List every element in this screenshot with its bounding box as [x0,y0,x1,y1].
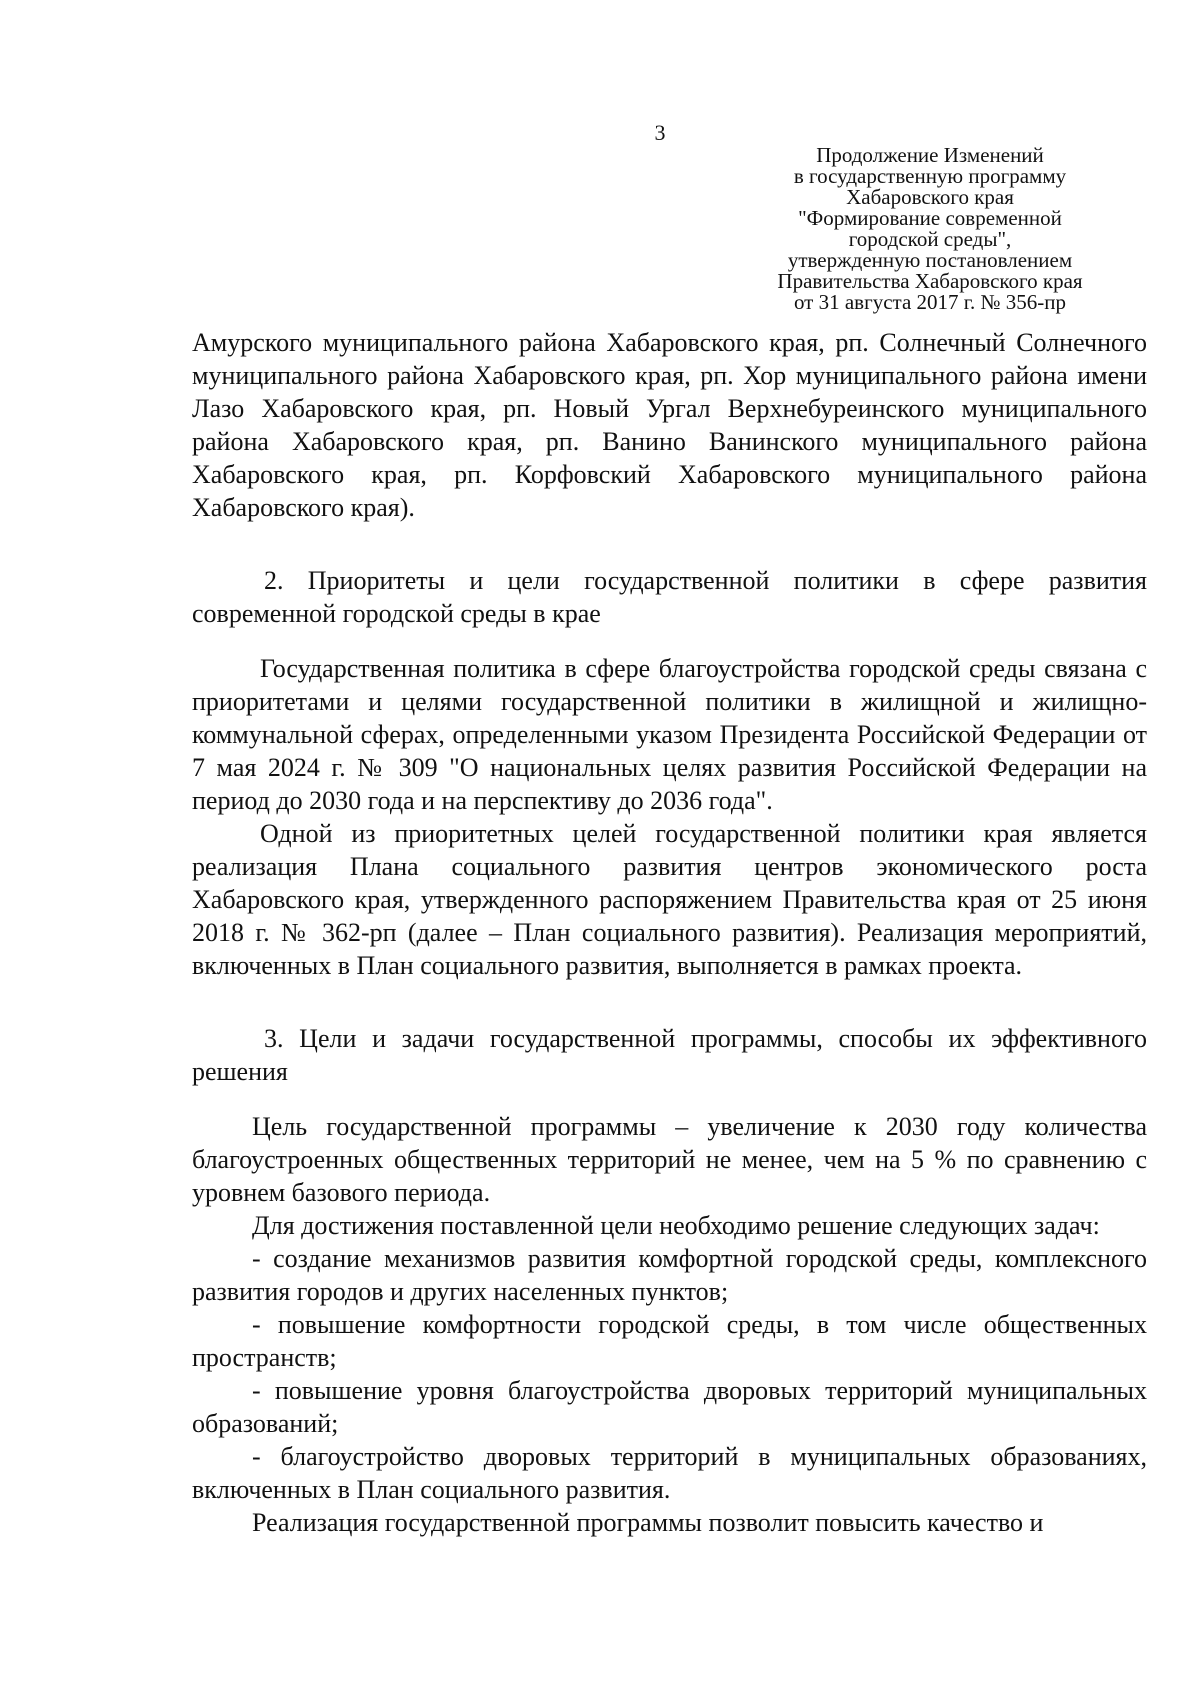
intro-paragraph: Амурского муниципального района Хабаровского края, рп. Солнечный Солнечного муниципального района Хабаровского края, рп. Хор муниципального района имени Лазо Хабаровского края, рп. Новый Ургал Верхнебуреинского муниципального района Хабаровского края, рп. Ванино Ванинского муниципального района Хабаровского края, рп. Корфовский Хабаровского муниципального района Хабаровского края). [192,328,1147,522]
task-item: - повышение уровня благоустройства дворовых территорий муниципальных образований; [192,1376,1147,1438]
header-line: в государственную программу [793,164,1067,188]
header-line: от 31 августа 2017 г. № 356-пр [793,290,1067,314]
task-item: - повышение комфортности городской среды, в том числе общественных пространств; [192,1310,1147,1372]
section-3-paragraph-2: Для достижения поставленной цели необходимо решение следующих задач: [252,1211,1100,1240]
document-body [192,326,1147,1539]
section-3-heading: 3. Цели и задачи государственной программы, способы их эффективного решения [192,1024,1147,1086]
section-2-paragraph-1: Государственная политика в сфере благоустройства городской среды связана с приоритетами и целями государственной политики в жилищной и жилищно-коммунальной сферах, определенными указом Президента Российской Федерации от 7 мая 2024 г. № 309 "О национальных целях развития Российской Федерации на период до 2030 года и на перспективу до 2036 года". [192,654,1147,815]
section-3-paragraph-3: Реализация государственной программы позволит повысить качество и [252,1508,1044,1537]
section-2-paragraph-2: Одной из приоритетных целей государственной политики края является реализация Плана социального развития центров экономического роста Хабаровского края, утвержденного распоряжением Правительства края от 25 июня 2018 г. № 362-рп (далее – План социального развития). Реализация мероприятий, включенных в План социального развития, выполняется в рамках проекта. [192,819,1147,980]
task-item: - благоустройство дворовых территорий в муниципальных образованиях, включенных в План социального развития. [192,1442,1147,1504]
header-line: Продолжение Изменений [816,143,1044,167]
header-block [760,145,1100,313]
section-3-paragraph-1: Цель государственной программы – увеличение к 2030 году количества благоустроенных общественных территорий не менее, чем на 5 % по сравнению с уровнем базового периода. [192,1112,1147,1207]
section-2-heading: 2. Приоритеты и цели государственной политики в сфере развития современной городской среды в крае [192,566,1147,628]
header-line: утвержденную постановлением [787,248,1073,272]
task-item: - создание механизмов развития комфортной городской среды, комплексного развития городов и других населенных пунктов; [192,1244,1147,1306]
header-line: Хабаровского края [846,185,1014,209]
header-line: Правительства Хабаровского края [777,269,1083,293]
header-line: "Формирование современной [798,206,1062,230]
page-number: 3 [654,120,666,145]
header-line: городской среды", [848,227,1012,251]
